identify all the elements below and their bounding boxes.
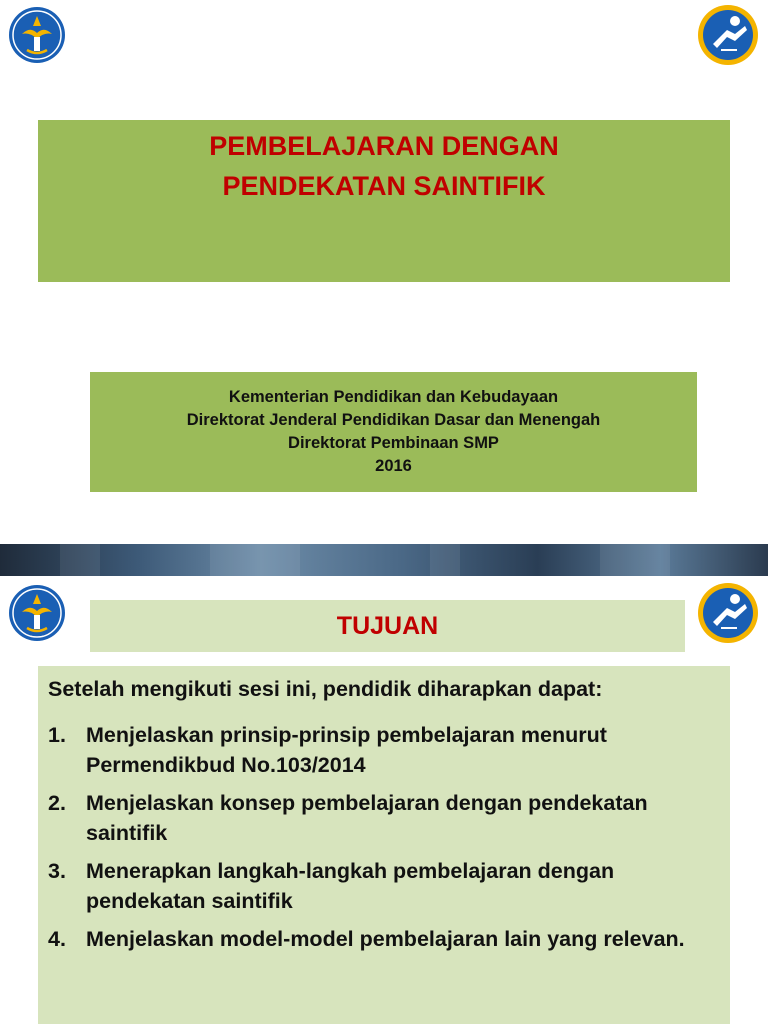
objectives-content-box (38, 666, 730, 1024)
slide-objectives (0, 576, 768, 1024)
objective-item (48, 720, 718, 780)
objective-item (48, 924, 718, 954)
objectives-title: TUJUAN (336, 612, 439, 640)
objective-text: Menjelaskan model-model pembelajaran lain yang relevan. (86, 927, 685, 951)
band-streak (430, 544, 460, 576)
objectives-title-box (90, 600, 685, 652)
band-streak (600, 544, 670, 576)
slide-divider-band (0, 544, 768, 576)
objectives-intro: Setelah mengikuti sesi ini, pendidik diharapkan dapat: (48, 677, 603, 701)
kurikulum-2013-emblem-icon (697, 582, 759, 644)
objective-number: 1. (48, 723, 66, 747)
objective-text: Menjelaskan prinsip-prinsip pembelajaran menurut Permendikbud No.103/2014 (86, 723, 607, 777)
title-line-1: PEMBELAJARAN DENGAN (209, 131, 559, 161)
kurikulum-2013-emblem-icon (697, 4, 759, 66)
tut-wuri-handayani-emblem-icon (8, 584, 66, 642)
objective-number: 4. (48, 927, 66, 951)
band-streak (210, 544, 300, 576)
objective-item (48, 788, 718, 848)
title-line-2: PENDEKATAN SAINTIFIK (222, 171, 546, 201)
title-box (38, 120, 730, 282)
org-line-directorate: Direktorat Pembinaan SMP (288, 434, 499, 452)
objective-item (48, 856, 718, 916)
band-streak (60, 544, 100, 576)
org-line-directorate-general: Direktorat Jenderal Pendidikan Dasar dan Menengah (186, 411, 601, 429)
objective-text: Menjelaskan konsep pembelajaran dengan pendekatan saintifik (86, 791, 648, 845)
objective-number: 2. (48, 791, 66, 815)
org-line-year: 2016 (375, 457, 412, 475)
org-line-ministry: Kementerian Pendidikan dan Kebudayaan (228, 388, 559, 406)
objective-text: Menerapkan langkah-langkah pembelajaran dengan pendekatan saintifik (86, 859, 615, 913)
organization-box (90, 372, 697, 492)
tut-wuri-handayani-emblem-icon (8, 6, 66, 64)
objective-number: 3. (48, 859, 66, 883)
